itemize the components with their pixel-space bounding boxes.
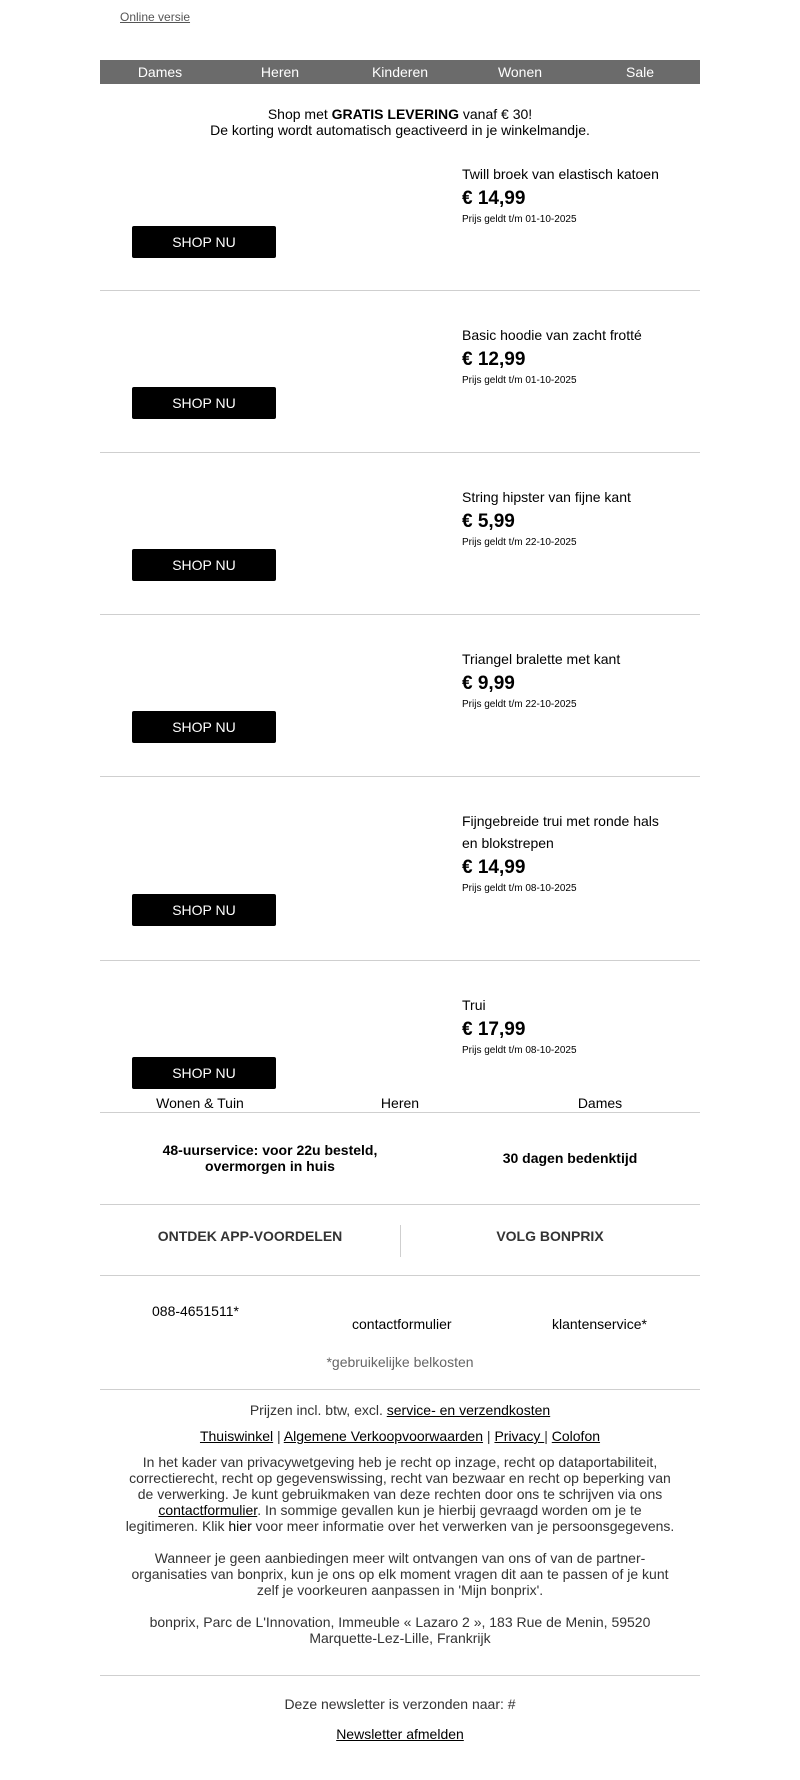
newsletter-footer xyxy=(100,1675,700,1742)
shipping-costs-link[interactable]: service- en verzendkosten xyxy=(386,1402,551,1418)
privacy-text-b: . In sommige gevallen kun je hierbij gevraagd worden om je te legitimeren. Klik xyxy=(125,1502,642,1534)
separator: | xyxy=(544,1428,552,1444)
contact-section xyxy=(100,1276,700,1390)
shop-now-button[interactable]: SHOP NU xyxy=(132,226,276,258)
product-name[interactable]: Fijngebreide trui met ronde hals en blokstrepen xyxy=(462,813,659,851)
category-link-wonen-tuin[interactable]: Wonen & Tuin xyxy=(156,1095,244,1111)
product-info xyxy=(462,486,672,550)
usp-bar xyxy=(100,1112,700,1205)
product-price: € 14,99 xyxy=(462,188,526,209)
product-card[interactable] xyxy=(100,453,700,615)
nav-item-sale[interactable]: Sale xyxy=(625,64,655,80)
online-version-link[interactable]: Online versie xyxy=(120,10,191,24)
usp-delivery: 48-uurservice: voor 22u besteld, overmorgen in huis xyxy=(162,1142,378,1174)
product-card[interactable] xyxy=(100,777,700,961)
thuiswinkel-link[interactable]: Thuiswinkel xyxy=(199,1428,274,1444)
promo-prefix: Shop met xyxy=(267,106,332,122)
price-validity: Prijs geldt t/m 01-10-2025 xyxy=(462,214,577,225)
app-social-bar xyxy=(100,1205,700,1276)
product-info xyxy=(462,994,672,1058)
product-info xyxy=(462,163,672,227)
optout-text: Wanneer je geen aanbiedingen meer wilt ontvangen van ons of van de partner-organisaties van bonprix, kun je ons op elk moment vragen dit aan te passen of je kunt zelf je voorkeuren aanpassen in 'Mijn bonprix'. xyxy=(131,1550,669,1598)
unsubscribe-link[interactable]: Newsletter afmelden xyxy=(336,1726,464,1742)
phone-number[interactable]: 088-4651511* xyxy=(152,1303,239,1319)
shop-now-button[interactable]: SHOP NU xyxy=(132,894,276,926)
nav-item-wonen[interactable]: Wonen xyxy=(497,64,543,80)
product-card[interactable] xyxy=(100,961,700,1094)
promo-banner xyxy=(100,106,700,138)
privacy-here-link[interactable]: hier xyxy=(228,1518,252,1534)
promo-line-2: De korting wordt automatisch geactiveerd in je winkelmandje. xyxy=(210,122,590,138)
product-name[interactable]: String hipster van fijne kant xyxy=(462,489,631,505)
main-nav xyxy=(100,60,700,84)
price-validity: Prijs geldt t/m 22-10-2025 xyxy=(462,699,577,710)
customer-service-link[interactable]: klantenservice* xyxy=(552,1316,647,1332)
privacy-contact-form-link[interactable]: contactformulier xyxy=(158,1502,258,1518)
category-link-heren[interactable]: Heren xyxy=(380,1095,420,1111)
product-card[interactable] xyxy=(100,291,700,453)
legal-section xyxy=(100,1402,700,1646)
promo-line-1 xyxy=(100,106,700,122)
shop-now-button[interactable]: SHOP NU xyxy=(132,549,276,581)
call-cost-note: *gebruikelijke belkosten xyxy=(326,1354,474,1370)
terms-link[interactable]: Algemene Verkoopvoorwaarden xyxy=(283,1428,484,1444)
product-info xyxy=(462,324,672,388)
price-validity: Prijs geldt t/m 08-10-2025 xyxy=(462,883,577,894)
usp-return: 30 dagen bedenktijd xyxy=(502,1150,638,1166)
product-name[interactable]: Twill broek van elastisch katoen xyxy=(462,166,659,182)
category-link-dames[interactable]: Dames xyxy=(577,1095,623,1111)
prices-prefix: Prijzen incl. btw, excl. xyxy=(249,1402,387,1418)
privacy-text-c: voor meer informatie over het verwerken van je persoonsgegevens. xyxy=(251,1518,675,1534)
privacy-text xyxy=(100,1454,700,1534)
nav-item-dames[interactable]: Dames xyxy=(137,64,183,80)
sent-to-text: Deze newsletter is verzonden naar: # xyxy=(284,1696,516,1712)
shop-now-button[interactable]: SHOP NU xyxy=(132,1057,276,1089)
product-info xyxy=(462,810,672,896)
product-name[interactable]: Trui xyxy=(462,997,486,1013)
follow-bonprix-link[interactable]: VOLG BONPRIX xyxy=(496,1228,604,1244)
price-validity: Prijs geldt t/m 22-10-2025 xyxy=(462,537,577,548)
product-name[interactable]: Triangel bralette met kant xyxy=(462,651,621,667)
privacy-text-a: In het kader van privacywetgeving heb je recht op inzage, recht op dataportabiliteit, correctierecht, recht op gegevenswissing, recht van bezwaar en recht op beperking van de verwerking. Je kunt gebruikmaken van deze rechten door ons te schrijven via ons xyxy=(129,1454,671,1502)
product-name[interactable]: Basic hoodie van zacht frotté xyxy=(462,327,642,343)
product-price: € 5,99 xyxy=(462,511,515,532)
nav-item-kinderen[interactable]: Kinderen xyxy=(371,64,429,80)
nav-item-heren[interactable]: Heren xyxy=(260,64,300,80)
product-info xyxy=(462,648,672,712)
colofon-link[interactable]: Colofon xyxy=(551,1428,601,1444)
price-validity: Prijs geldt t/m 01-10-2025 xyxy=(462,375,577,386)
product-price: € 14,99 xyxy=(462,857,526,878)
product-price: € 9,99 xyxy=(462,673,515,694)
separator: | xyxy=(483,1428,495,1444)
promo-highlight: GRATIS LEVERING xyxy=(331,106,459,122)
legal-links xyxy=(100,1428,700,1444)
separator: | xyxy=(273,1428,284,1444)
contact-form-link[interactable]: contactformulier xyxy=(352,1316,452,1332)
product-price: € 17,99 xyxy=(462,1019,526,1040)
product-card[interactable] xyxy=(100,160,700,291)
shop-now-button[interactable]: SHOP NU xyxy=(132,711,276,743)
app-advantages-link[interactable]: ONTDEK APP-VOORDELEN xyxy=(157,1228,343,1244)
product-card[interactable] xyxy=(100,615,700,777)
prices-note xyxy=(100,1402,700,1418)
price-validity: Prijs geldt t/m 08-10-2025 xyxy=(462,1045,577,1056)
promo-suffix: vanaf € 30! xyxy=(458,106,533,122)
privacy-link[interactable]: Privacy xyxy=(494,1428,545,1444)
shop-now-button[interactable]: SHOP NU xyxy=(132,387,276,419)
product-price: € 12,99 xyxy=(462,349,526,370)
company-address: bonprix, Parc de L'Innovation, Immeuble « Lazaro 2 », 183 Rue de Menin, 59520 Marquette-Lez-Lille, Frankrijk xyxy=(149,1614,651,1646)
category-links xyxy=(100,1094,700,1113)
